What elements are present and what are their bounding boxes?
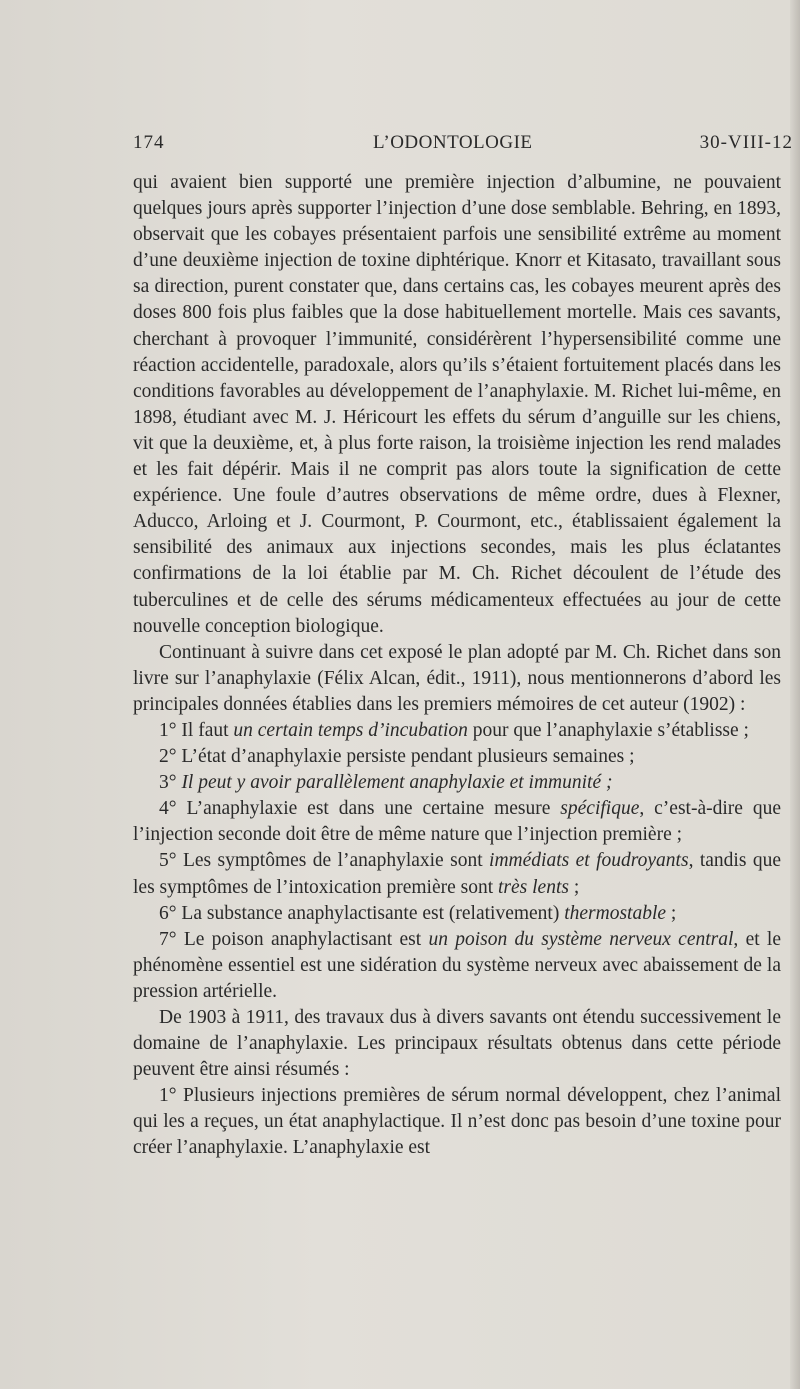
list-item: 1° Plusieurs injections premières de sérum normal développent, chez l’animal qui les a reçues, un état anaphylactique. Il n’est donc pas besoin d’une toxine pour créer l’anaphylaxie. L’anaphylaxie est	[133, 1085, 781, 1159]
italic-text: un poison du système nerveux central	[428, 928, 734, 950]
list-item: 2° L’état d’anaphylaxie persiste pendant plusieurs semaines ;	[159, 746, 635, 768]
paragraph: qui avaient bien supporté une première injection d’albumine, ne pouvaient quelques jours après supporter l’injection d’une dose semblable. Behring, en 1893, observait que les cobayes présentaient parfois une sensibilité extrême au moment d’une deuxième injection de toxine diphtérique. Knorr et Kitasato, travaillant sous sa direction, purent constater que, dans certains cas, les cobayes meurent après des doses 800 fois plus faibles que la dose habituellement mortelle. Mais ces savants, cherchant à provoquer l’immunité, considérèrent l’hypersensibilité comme une réaction accidentelle, paradoxale, alors qu’ils s’étaient fortuitement placés dans les conditions favorables au développement de l’anaphylaxie. M. Richet lui-même, en 1898, étudiant avec M. J. Héricourt les effets du sérum d’anguille sur les chiens, vit que la deuxième, et, à plus forte raison, la troisième injection les rend malades et les fait dépérir. Mais il ne comprit pas alors toute la signification de cette expérience. Une foule d’autres observations de même ordre, dues à Flexner, Aducco, Arloing et J. Courmont, P. Courmont, etc., établissaient également la sensibilité des animaux aux injections secondes, mais les plus éclatantes confirmations de la loi établie par M. Ch. Richet découlent de l’étude des tuberculines et de celle des sérums médicamenteux effectuées au jour de cette nouvelle conception biologique.	[133, 172, 781, 637]
text-run: 5° Les symptômes de l’anaphylaxie sont	[159, 850, 490, 872]
list-item	[133, 718, 781, 744]
italic-text: très lents	[498, 876, 569, 898]
text-run: ;	[666, 902, 677, 924]
page-edge	[790, 0, 800, 1389]
issue-date: 30-VIII-12	[699, 132, 793, 153]
paragraph: Continuant à suivre dans cet exposé le plan adopté par M. Ch. Richet dans son livre sur l’anaphylaxie (Félix Alcan, édit., 1911), nous mentionnerons d’abord les principales données établies dans les premiers mémoires de cet auteur (1902) :	[133, 641, 781, 715]
italic-text: spécifique	[560, 798, 640, 820]
text-run: 1° Il faut	[159, 719, 234, 741]
text-run: , et le phénomène essentiel est une sidération du système nerveux avec abaissement de la pression artérielle.	[133, 928, 781, 1002]
text-run: , c’est-à-dire que l’injection seconde doit être de même nature que l’injection première ;	[133, 798, 781, 846]
list-item	[133, 927, 781, 1005]
text-run: pour que l’anaphylaxie s’établisse ;	[467, 719, 749, 741]
italic-text: un certain temps d’incubation	[233, 719, 468, 741]
italic-text: Il peut y avoir parallèlement anaphylaxie et immunité ;	[181, 772, 613, 794]
list-item	[133, 796, 781, 848]
running-header	[133, 132, 795, 158]
text-run: 3°	[159, 772, 182, 794]
journal-title: L’ODONTOLOGIE	[373, 132, 533, 153]
page-number: 174	[133, 132, 165, 153]
italic-text: immédiats et foudroyants	[489, 850, 689, 872]
text-run: , tandis que les symptômes de l’intoxication première sont	[133, 850, 781, 898]
list-item	[133, 901, 781, 927]
italic-text: thermostable	[564, 902, 667, 924]
text-run: 6° La substance anaphylactisante est (relativement)	[159, 902, 565, 924]
paragraph: De 1903 à 1911, des travaux dus à divers savants ont étendu successivement le domaine de l’anaphylaxie. Les principaux résultats obtenus dans cette période peuvent être ainsi résumés :	[133, 1007, 781, 1081]
text-run: 7° Le poison anaphylactisant est	[159, 928, 429, 950]
list-item	[133, 770, 781, 796]
text-run: 4° L’anaphylaxie est dans une certaine mesure	[159, 798, 561, 820]
text-run: ;	[568, 876, 580, 898]
body-text	[133, 170, 781, 1162]
list-item	[133, 848, 781, 900]
